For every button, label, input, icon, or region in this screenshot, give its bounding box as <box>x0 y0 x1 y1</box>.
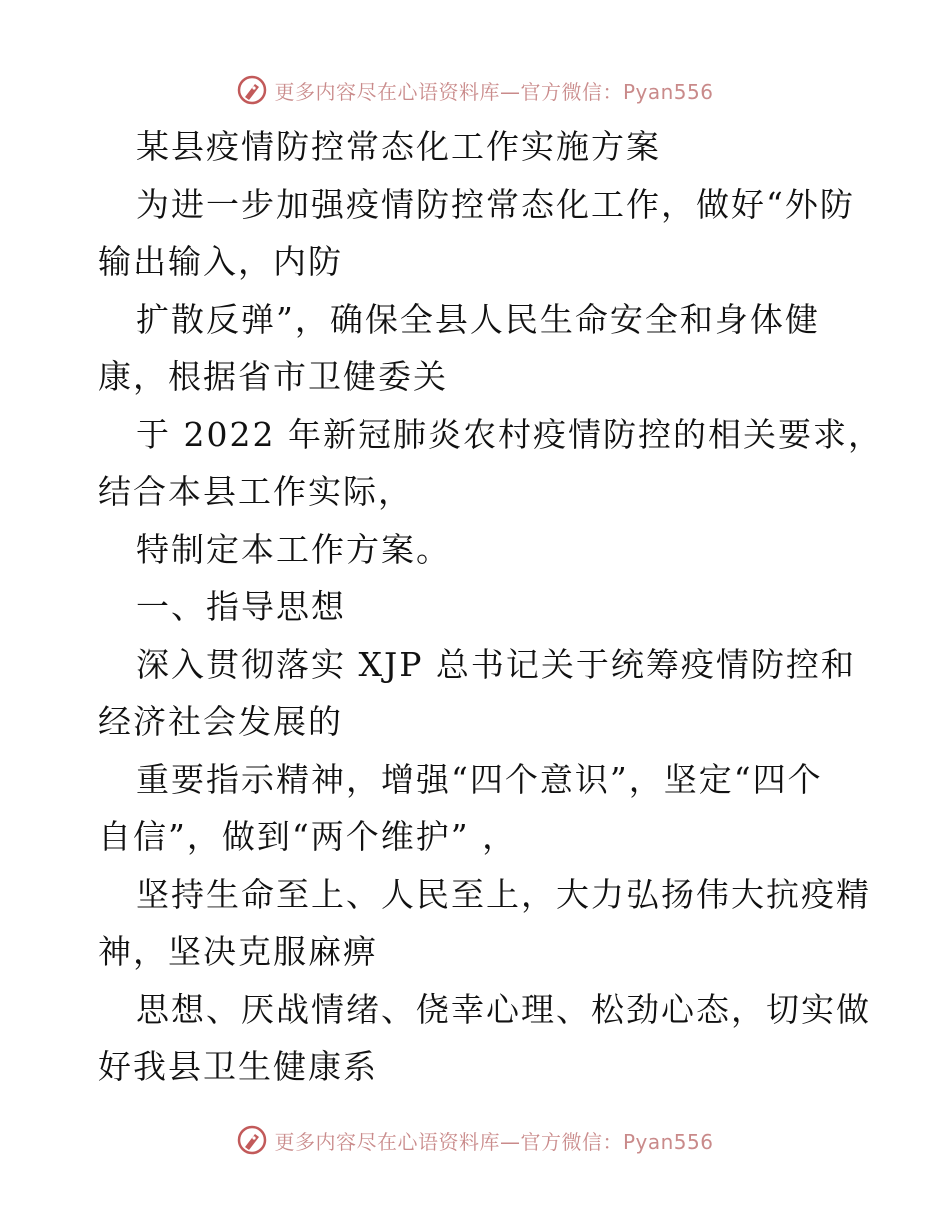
text-line: 坚持生命至上、人民至上，大力弘扬伟大抗疫精 <box>136 874 871 914</box>
text-line: 重要指示精神，增强“四个意识”，坚定“四个 <box>136 759 823 799</box>
text-line: 神，坚决克服麻痹 <box>98 932 378 971</box>
pen-nib-circle-logo <box>236 1124 268 1156</box>
footer-watermark <box>0 1120 950 1160</box>
text-line: 思想、厌战情绪、侥幸心理、松劲心态，切实做 <box>136 989 871 1029</box>
text-line: 一、指导思想 <box>136 587 346 626</box>
text-line: 康，根据省市卫健委关 <box>98 357 448 396</box>
watermark-text: 更多内容尽在心语资料库—官方微信：Pyan556 <box>274 79 714 104</box>
paragraph-lines <box>98 176 883 1096</box>
text-line: 特制定本工作方案。 <box>136 529 451 569</box>
text-line: 自信”，做到“两个维护” ， <box>98 817 518 856</box>
text-line: 于 2022 年新冠肺炎农村疫情防控的相关要求， <box>136 414 883 454</box>
document-title: 某县疫情防控常态化工作实施方案 <box>136 127 661 166</box>
document-body <box>98 118 883 1096</box>
text-line: 为进一步加强疫情防控常态化工作，做好“外防 <box>136 184 855 224</box>
text-line: 好我县卫生健康系 <box>98 1047 378 1086</box>
text-line: 结合本县工作实际， <box>98 472 413 511</box>
text-line: 输出输入，内防 <box>98 242 343 281</box>
header-watermark <box>0 70 950 110</box>
text-line: 经济社会发展的 <box>98 702 343 741</box>
watermark-text: 更多内容尽在心语资料库—官方微信：Pyan556 <box>274 1129 714 1154</box>
pen-nib-circle-logo <box>236 74 268 106</box>
text-line: 深入贯彻落实 XJP 总书记关于统筹疫情防控和 <box>136 644 856 684</box>
text-line: 扩散反弹”，确保全县人民生命安全和身体健 <box>136 299 820 339</box>
